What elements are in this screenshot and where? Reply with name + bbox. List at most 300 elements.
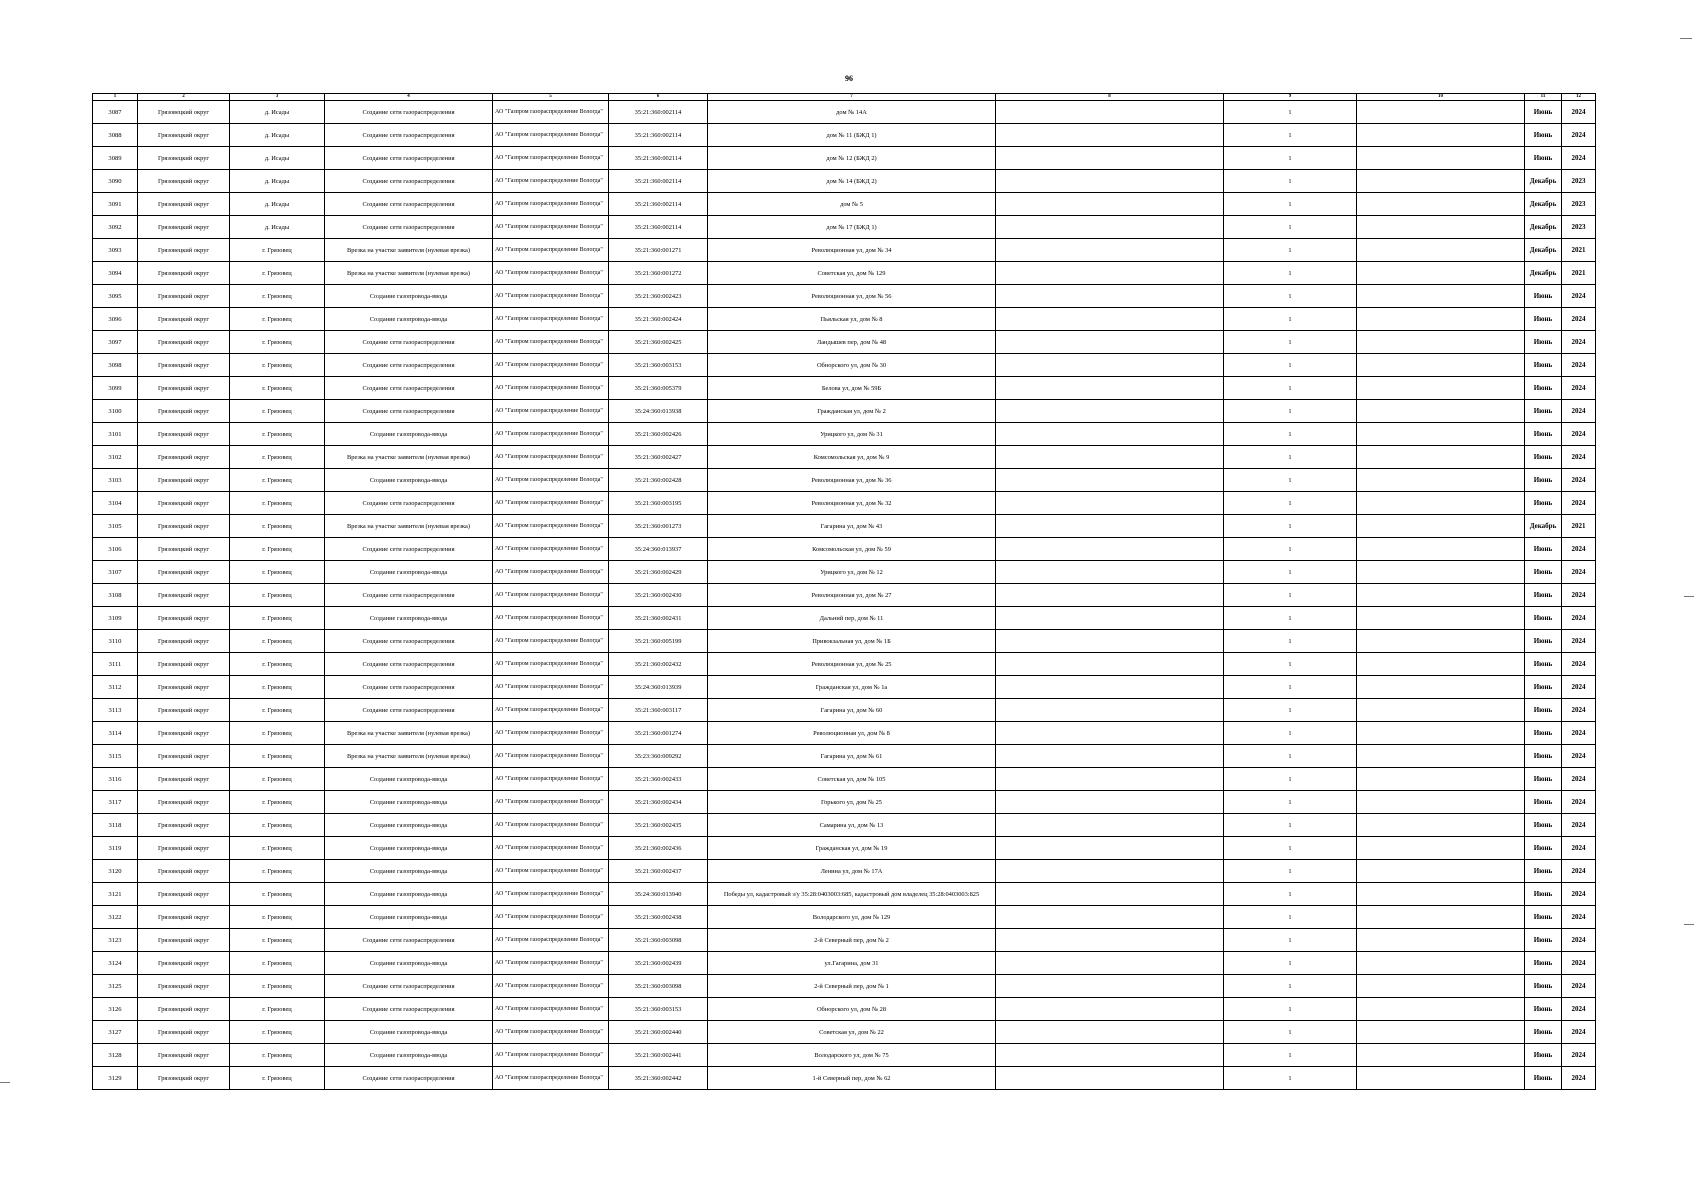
- count-cell: 1: [1224, 331, 1357, 354]
- cadastral-cell: 35:21:360:003195: [609, 492, 708, 515]
- settlement-cell: д. Исады: [230, 147, 325, 170]
- year-cell: 2024: [1562, 561, 1596, 584]
- owner-cell: АО "Газпром газораспределение Вологда": [493, 906, 609, 929]
- settlement-cell: г. Грязовец: [230, 791, 325, 814]
- address-cell: Комсомольская ул, дом № 59: [708, 538, 996, 561]
- month-cell: Декабрь: [1525, 193, 1562, 216]
- okrug-cell: Грязовецкий округ: [138, 676, 230, 699]
- year-cell: 2021: [1562, 515, 1596, 538]
- month-cell: Июнь: [1525, 837, 1562, 860]
- count-cell: 1: [1224, 722, 1357, 745]
- address-cell: Революционная ул, дом № 56: [708, 285, 996, 308]
- column-10-cell: [1357, 193, 1525, 216]
- year-cell: 2024: [1562, 929, 1596, 952]
- year-cell: 2024: [1562, 377, 1596, 400]
- month-cell: Июнь: [1525, 1044, 1562, 1067]
- row-number: 3088: [93, 124, 138, 147]
- table-row: [93, 1044, 1596, 1067]
- address-cell: Революционная ул, дом № 36: [708, 469, 996, 492]
- column-10-cell: [1357, 653, 1525, 676]
- column-10-cell: [1357, 400, 1525, 423]
- column-10-cell: [1357, 331, 1525, 354]
- year-cell: 2024: [1562, 952, 1596, 975]
- table-row: [93, 768, 1596, 791]
- row-number: 3101: [93, 423, 138, 446]
- month-cell: Июнь: [1525, 630, 1562, 653]
- column-10-cell: [1357, 630, 1525, 653]
- row-number: 3126: [93, 998, 138, 1021]
- row-number: 3091: [93, 193, 138, 216]
- owner-cell: АО "Газпром газораспределение Вологда": [493, 1021, 609, 1044]
- settlement-cell: г. Грязовец: [230, 699, 325, 722]
- settlement-cell: д. Исады: [230, 193, 325, 216]
- month-cell: Июнь: [1525, 998, 1562, 1021]
- settlement-cell: г. Грязовец: [230, 492, 325, 515]
- scan-edge-mark: [1684, 924, 1694, 925]
- month-cell: Июнь: [1525, 607, 1562, 630]
- address-cell: Обнорского ул, дом № 28: [708, 998, 996, 1021]
- owner-cell: АО "Газпром газораспределение Вологда": [493, 768, 609, 791]
- column-8-cell: [996, 1044, 1224, 1067]
- table-row: [93, 377, 1596, 400]
- settlement-cell: г. Грязовец: [230, 722, 325, 745]
- okrug-cell: Грязовецкий округ: [138, 124, 230, 147]
- address-cell: Революционная ул, дом № 27: [708, 584, 996, 607]
- table-row: [93, 354, 1596, 377]
- table-row: [93, 147, 1596, 170]
- settlement-cell: г. Грязовец: [230, 929, 325, 952]
- column-8-cell: [996, 423, 1224, 446]
- work-type-cell: Создание газопровода-ввода: [325, 814, 493, 837]
- settlement-cell: г. Грязовец: [230, 837, 325, 860]
- count-cell: 1: [1224, 216, 1357, 239]
- count-cell: 1: [1224, 469, 1357, 492]
- work-type-cell: Создание сети газораспределения: [325, 584, 493, 607]
- okrug-cell: Грязовецкий округ: [138, 354, 230, 377]
- work-type-cell: Создание сети газораспределения: [325, 147, 493, 170]
- table-row: [93, 745, 1596, 768]
- okrug-cell: Грязовецкий округ: [138, 1044, 230, 1067]
- row-number: 3117: [93, 791, 138, 814]
- row-number: 3109: [93, 607, 138, 630]
- address-cell: 1-й Северный пер, дом № 62: [708, 1067, 996, 1090]
- column-8-cell: [996, 193, 1224, 216]
- row-number: 3110: [93, 630, 138, 653]
- year-cell: 2024: [1562, 699, 1596, 722]
- cadastral-cell: 35:21:360:002430: [609, 584, 708, 607]
- count-cell: 1: [1224, 906, 1357, 929]
- owner-cell: АО "Газпром газораспределение Вологда": [493, 607, 609, 630]
- column-10-cell: [1357, 607, 1525, 630]
- address-cell: Победы ул, кадастровый з/у 35:28:0403003:685, кадастровый дом владелец 35:28:0403003:825: [708, 883, 996, 906]
- owner-cell: АО "Газпром газораспределение Вологда": [493, 1044, 609, 1067]
- work-type-cell: Создание газопровода-ввода: [325, 837, 493, 860]
- owner-cell: АО "Газпром газораспределение Вологда": [493, 814, 609, 837]
- row-number: 3120: [93, 860, 138, 883]
- settlement-cell: г. Грязовец: [230, 584, 325, 607]
- column-10-cell: [1357, 883, 1525, 906]
- address-cell: Гражданская ул, дом № 2: [708, 400, 996, 423]
- row-number: 3124: [93, 952, 138, 975]
- year-cell: 2024: [1562, 607, 1596, 630]
- cadastral-cell: 35:21:360:002436: [609, 837, 708, 860]
- column-10-cell: [1357, 101, 1525, 124]
- month-cell: Июнь: [1525, 653, 1562, 676]
- column-number: 2: [138, 94, 230, 101]
- column-10-cell: [1357, 1044, 1525, 1067]
- count-cell: 1: [1224, 193, 1357, 216]
- address-cell: дом № 14 (БЖД 2): [708, 170, 996, 193]
- table-row: [93, 216, 1596, 239]
- settlement-cell: г. Грязовец: [230, 308, 325, 331]
- okrug-cell: Грязовецкий округ: [138, 262, 230, 285]
- owner-cell: АО "Газпром газораспределение Вологда": [493, 561, 609, 584]
- year-cell: 2024: [1562, 469, 1596, 492]
- cadastral-cell: 35:21:360:002114: [609, 101, 708, 124]
- table-row: [93, 124, 1596, 147]
- settlement-cell: г. Грязовец: [230, 285, 325, 308]
- year-cell: 2024: [1562, 998, 1596, 1021]
- column-8-cell: [996, 722, 1224, 745]
- count-cell: 1: [1224, 124, 1357, 147]
- column-10-cell: [1357, 745, 1525, 768]
- column-8-cell: [996, 952, 1224, 975]
- column-8-cell: [996, 377, 1224, 400]
- table-row: [93, 1021, 1596, 1044]
- column-8-cell: [996, 791, 1224, 814]
- owner-cell: АО "Газпром газораспределение Вологда": [493, 469, 609, 492]
- month-cell: Июнь: [1525, 883, 1562, 906]
- owner-cell: АО "Газпром газораспределение Вологда": [493, 423, 609, 446]
- work-type-cell: Создание газопровода-ввода: [325, 469, 493, 492]
- table-row: [93, 699, 1596, 722]
- cadastral-cell: 35:21:360:001271: [609, 239, 708, 262]
- count-cell: 1: [1224, 883, 1357, 906]
- column-8-cell: [996, 814, 1224, 837]
- settlement-cell: д. Исады: [230, 124, 325, 147]
- cadastral-cell: 35:21:360:001273: [609, 515, 708, 538]
- table-row: [93, 837, 1596, 860]
- work-type-cell: Создание сети газораспределения: [325, 538, 493, 561]
- owner-cell: АО "Газпром газораспределение Вологда": [493, 952, 609, 975]
- address-cell: Гражданская ул, дом № 19: [708, 837, 996, 860]
- cadastral-cell: 35:21:360:002432: [609, 653, 708, 676]
- work-type-cell: Создание газопровода-ввода: [325, 423, 493, 446]
- cadastral-cell: 35:21:360:002438: [609, 906, 708, 929]
- column-10-cell: [1357, 469, 1525, 492]
- settlement-cell: г. Грязовец: [230, 423, 325, 446]
- table-row: [93, 929, 1596, 952]
- owner-cell: АО "Газпром газораспределение Вологда": [493, 285, 609, 308]
- table-row: [93, 791, 1596, 814]
- address-cell: Пьяльская ул, дом № 8: [708, 308, 996, 331]
- work-type-cell: Создание газопровода-ввода: [325, 1044, 493, 1067]
- count-cell: 1: [1224, 400, 1357, 423]
- address-cell: дом № 17 (БЖД 1): [708, 216, 996, 239]
- month-cell: Июнь: [1525, 354, 1562, 377]
- work-type-cell: Создание сети газораспределения: [325, 101, 493, 124]
- settlement-cell: д. Исады: [230, 101, 325, 124]
- owner-cell: АО "Газпром газораспределение Вологда": [493, 400, 609, 423]
- okrug-cell: Грязовецкий округ: [138, 745, 230, 768]
- okrug-cell: Грязовецкий округ: [138, 906, 230, 929]
- year-cell: 2024: [1562, 285, 1596, 308]
- year-cell: 2024: [1562, 745, 1596, 768]
- row-number: 3112: [93, 676, 138, 699]
- owner-cell: АО "Газпром газораспределение Вологда": [493, 239, 609, 262]
- column-10-cell: [1357, 929, 1525, 952]
- year-cell: 2024: [1562, 1044, 1596, 1067]
- table-row: [93, 285, 1596, 308]
- count-cell: 1: [1224, 354, 1357, 377]
- column-8-cell: [996, 584, 1224, 607]
- table-row: [93, 400, 1596, 423]
- cadastral-cell: 35:21:360:002441: [609, 1044, 708, 1067]
- work-type-cell: Создание сети газораспределения: [325, 354, 493, 377]
- settlement-cell: г. Грязовец: [230, 561, 325, 584]
- count-cell: 1: [1224, 998, 1357, 1021]
- row-number: 3092: [93, 216, 138, 239]
- year-cell: 2023: [1562, 170, 1596, 193]
- count-cell: 1: [1224, 446, 1357, 469]
- work-type-cell: Создание газопровода-ввода: [325, 285, 493, 308]
- work-type-cell: Создание сети газораспределения: [325, 377, 493, 400]
- column-8-cell: [996, 883, 1224, 906]
- owner-cell: АО "Газпром газораспределение Вологда": [493, 124, 609, 147]
- work-type-cell: Врезка на участке заявителя (нулевая врезка): [325, 239, 493, 262]
- row-number: 3113: [93, 699, 138, 722]
- settlement-cell: г. Грязовец: [230, 331, 325, 354]
- cadastral-cell: 35:21:360:002426: [609, 423, 708, 446]
- table-row: [93, 630, 1596, 653]
- column-8-cell: [996, 607, 1224, 630]
- column-8-cell: [996, 101, 1224, 124]
- okrug-cell: Грязовецкий округ: [138, 515, 230, 538]
- column-8-cell: [996, 860, 1224, 883]
- column-8-cell: [996, 1021, 1224, 1044]
- year-cell: 2024: [1562, 492, 1596, 515]
- column-10-cell: [1357, 147, 1525, 170]
- column-8-cell: [996, 400, 1224, 423]
- column-number: 7: [708, 94, 996, 101]
- year-cell: 2024: [1562, 400, 1596, 423]
- table-row: [93, 239, 1596, 262]
- count-cell: 1: [1224, 745, 1357, 768]
- owner-cell: АО "Газпром газораспределение Вологда": [493, 722, 609, 745]
- count-cell: 1: [1224, 538, 1357, 561]
- month-cell: Июнь: [1525, 1021, 1562, 1044]
- count-cell: 1: [1224, 814, 1357, 837]
- okrug-cell: Грязовецкий округ: [138, 1021, 230, 1044]
- column-10-cell: [1357, 561, 1525, 584]
- owner-cell: АО "Газпром газораспределение Вологда": [493, 147, 609, 170]
- work-type-cell: Создание сети газораспределения: [325, 400, 493, 423]
- address-cell: Володарского ул, дом № 129: [708, 906, 996, 929]
- table-row: [93, 538, 1596, 561]
- okrug-cell: Грязовецкий округ: [138, 561, 230, 584]
- cadastral-cell: 35:24:360:013937: [609, 538, 708, 561]
- owner-cell: АО "Газпром газораспределение Вологда": [493, 354, 609, 377]
- column-8-cell: [996, 469, 1224, 492]
- cadastral-cell: 35:21:360:002114: [609, 170, 708, 193]
- cadastral-cell: 35:21:360:003117: [609, 699, 708, 722]
- settlement-cell: г. Грязовец: [230, 998, 325, 1021]
- table-body: [93, 101, 1596, 1090]
- table-row: [93, 883, 1596, 906]
- address-cell: Ленина ул, дом № 17А: [708, 860, 996, 883]
- cadastral-cell: 35:21:360:002442: [609, 1067, 708, 1090]
- cadastral-cell: 35:21:360:001272: [609, 262, 708, 285]
- work-type-cell: Создание сети газораспределения: [325, 216, 493, 239]
- work-type-cell: Создание газопровода-ввода: [325, 607, 493, 630]
- address-cell: дом № 12 (БЖД 2): [708, 147, 996, 170]
- okrug-cell: Грязовецкий округ: [138, 929, 230, 952]
- owner-cell: АО "Газпром газораспределение Вологда": [493, 515, 609, 538]
- column-8-cell: [996, 515, 1224, 538]
- row-number: 3129: [93, 1067, 138, 1090]
- month-cell: Декабрь: [1525, 515, 1562, 538]
- count-cell: 1: [1224, 1067, 1357, 1090]
- settlement-cell: г. Грязовец: [230, 538, 325, 561]
- address-cell: Белова ул, дом № 59Б: [708, 377, 996, 400]
- year-cell: 2024: [1562, 653, 1596, 676]
- column-10-cell: [1357, 423, 1525, 446]
- settlement-cell: г. Грязовец: [230, 1044, 325, 1067]
- month-cell: Июнь: [1525, 561, 1562, 584]
- month-cell: Июнь: [1525, 492, 1562, 515]
- cadastral-cell: 35:21:360:002114: [609, 193, 708, 216]
- table-row: [93, 860, 1596, 883]
- row-number: 3097: [93, 331, 138, 354]
- table-row: [93, 998, 1596, 1021]
- okrug-cell: Грязовецкий округ: [138, 147, 230, 170]
- address-cell: Урицкого ул, дом № 31: [708, 423, 996, 446]
- count-cell: 1: [1224, 653, 1357, 676]
- table-row: [93, 469, 1596, 492]
- year-cell: 2024: [1562, 722, 1596, 745]
- owner-cell: АО "Газпром газораспределение Вологда": [493, 676, 609, 699]
- column-8-cell: [996, 538, 1224, 561]
- owner-cell: АО "Газпром газораспределение Вологда": [493, 1067, 609, 1090]
- cadastral-cell: 35:21:360:001274: [609, 722, 708, 745]
- settlement-cell: д. Исады: [230, 216, 325, 239]
- table-row: [93, 814, 1596, 837]
- count-cell: 1: [1224, 584, 1357, 607]
- column-10-cell: [1357, 768, 1525, 791]
- work-type-cell: Создание газопровода-ввода: [325, 791, 493, 814]
- month-cell: Июнь: [1525, 446, 1562, 469]
- okrug-cell: Грязовецкий округ: [138, 584, 230, 607]
- column-10-cell: [1357, 952, 1525, 975]
- year-cell: 2024: [1562, 147, 1596, 170]
- count-cell: 1: [1224, 699, 1357, 722]
- table-row: [93, 308, 1596, 331]
- address-cell: дом № 5: [708, 193, 996, 216]
- column-10-cell: [1357, 722, 1525, 745]
- row-number: 3115: [93, 745, 138, 768]
- count-cell: 1: [1224, 492, 1357, 515]
- work-type-cell: Создание газопровода-ввода: [325, 906, 493, 929]
- column-8-cell: [996, 492, 1224, 515]
- settlement-cell: г. Грязовец: [230, 400, 325, 423]
- owner-cell: АО "Газпром газораспределение Вологда": [493, 998, 609, 1021]
- count-cell: 1: [1224, 860, 1357, 883]
- count-cell: 1: [1224, 630, 1357, 653]
- address-cell: дом № 11 (БЖД 1): [708, 124, 996, 147]
- month-cell: Декабрь: [1525, 262, 1562, 285]
- row-number: 3105: [93, 515, 138, 538]
- column-8-cell: [996, 239, 1224, 262]
- work-type-cell: Создание сети газораспределения: [325, 929, 493, 952]
- work-type-cell: Создание сети газораспределения: [325, 975, 493, 998]
- count-cell: 1: [1224, 791, 1357, 814]
- cadastral-cell: 35:21:360:003098: [609, 975, 708, 998]
- settlement-cell: г. Грязовец: [230, 768, 325, 791]
- count-cell: 1: [1224, 262, 1357, 285]
- count-cell: 1: [1224, 561, 1357, 584]
- row-number: 3125: [93, 975, 138, 998]
- row-number: 3116: [93, 768, 138, 791]
- month-cell: Декабрь: [1525, 170, 1562, 193]
- settlement-cell: г. Грязовец: [230, 906, 325, 929]
- row-number: 3119: [93, 837, 138, 860]
- year-cell: 2023: [1562, 193, 1596, 216]
- owner-cell: АО "Газпром газораспределение Вологда": [493, 377, 609, 400]
- data-table: [92, 93, 1596, 1090]
- column-10-cell: [1357, 354, 1525, 377]
- okrug-cell: Грязовецкий округ: [138, 285, 230, 308]
- count-cell: 1: [1224, 607, 1357, 630]
- settlement-cell: г. Грязовец: [230, 952, 325, 975]
- year-cell: 2024: [1562, 860, 1596, 883]
- column-number: 10: [1357, 94, 1525, 101]
- work-type-cell: Создание сети газораспределения: [325, 193, 493, 216]
- month-cell: Декабрь: [1525, 216, 1562, 239]
- settlement-cell: г. Грязовец: [230, 239, 325, 262]
- cadastral-cell: 35:21:360:002431: [609, 607, 708, 630]
- settlement-cell: г. Грязовец: [230, 630, 325, 653]
- year-cell: 2024: [1562, 676, 1596, 699]
- table-row: [93, 722, 1596, 745]
- month-cell: Июнь: [1525, 101, 1562, 124]
- address-cell: Привокзальная ул, дом № 1Б: [708, 630, 996, 653]
- table-row: [93, 331, 1596, 354]
- month-cell: Декабрь: [1525, 239, 1562, 262]
- cadastral-cell: 35:24:360:013938: [609, 400, 708, 423]
- column-8-cell: [996, 630, 1224, 653]
- column-10-cell: [1357, 906, 1525, 929]
- okrug-cell: Грязовецкий округ: [138, 446, 230, 469]
- year-cell: 2024: [1562, 791, 1596, 814]
- year-cell: 2024: [1562, 1067, 1596, 1090]
- count-cell: 1: [1224, 170, 1357, 193]
- count-cell: 1: [1224, 423, 1357, 446]
- row-number: 3107: [93, 561, 138, 584]
- owner-cell: АО "Газпром газораспределение Вологда": [493, 791, 609, 814]
- owner-cell: АО "Газпром газораспределение Вологда": [493, 101, 609, 124]
- column-number: 9: [1224, 94, 1357, 101]
- month-cell: Июнь: [1525, 124, 1562, 147]
- address-cell: Революционная ул, дом № 8: [708, 722, 996, 745]
- address-cell: Комсомольская ул, дом № 9: [708, 446, 996, 469]
- cadastral-cell: 35:21:360:003153: [609, 998, 708, 1021]
- okrug-cell: Грязовецкий округ: [138, 469, 230, 492]
- month-cell: Июнь: [1525, 331, 1562, 354]
- owner-cell: АО "Газпром газораспределение Вологда": [493, 745, 609, 768]
- table-row: [93, 101, 1596, 124]
- okrug-cell: Грязовецкий округ: [138, 791, 230, 814]
- work-type-cell: Создание сети газораспределения: [325, 170, 493, 193]
